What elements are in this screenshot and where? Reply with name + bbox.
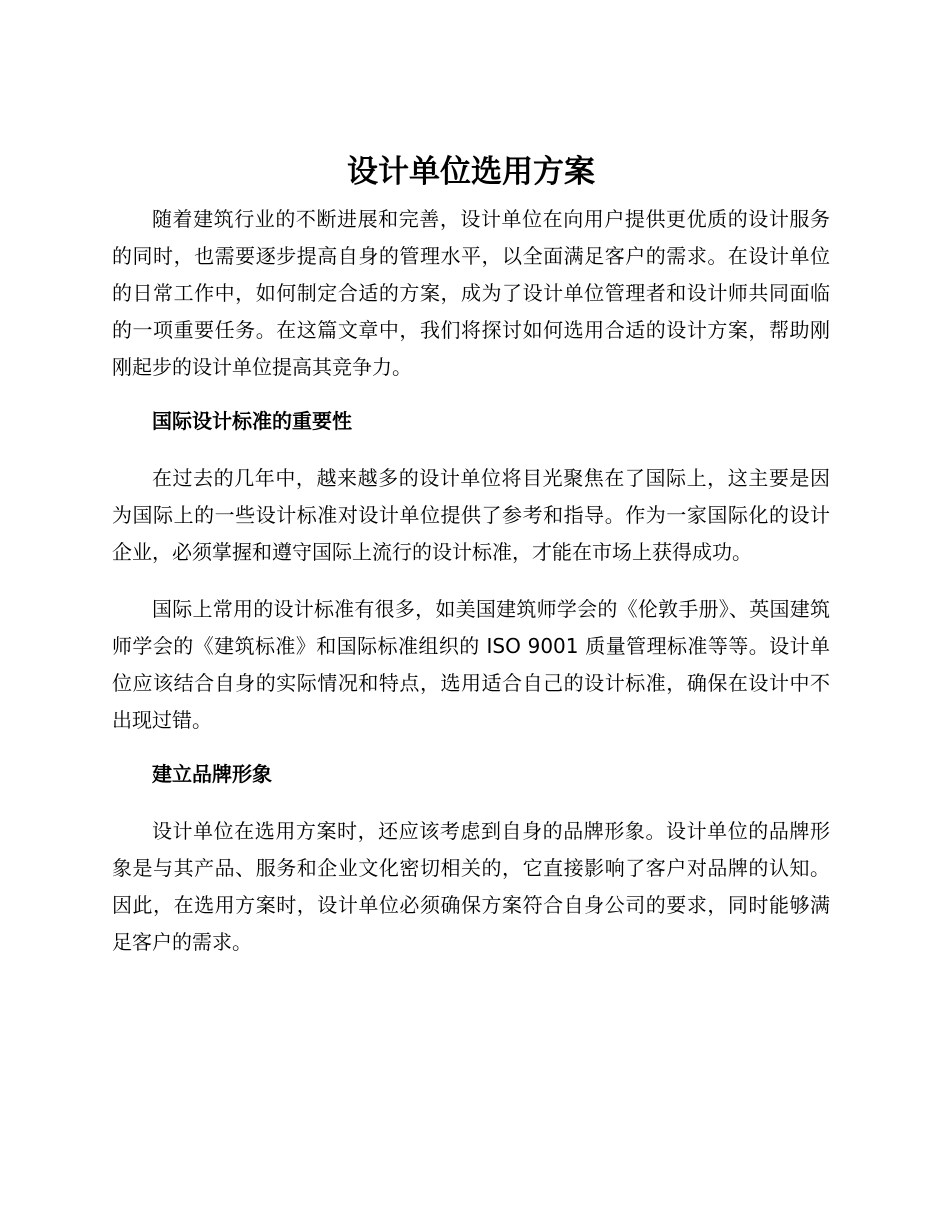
section-heading-international-standards: 国际设计标准的重要性 bbox=[152, 409, 352, 433]
section-1-paragraph-2: 国际上常用的设计标准有很多，如美国建筑师学会的《伦敦手册》、英国建筑师学会的《建筑标准》和国际标准组织的 ISO 9001 质量管理标准等等。设计单位应该结合自身的实际情况和特点，选用适合自己的设计标准，确保在设计中不出现过错。 bbox=[112, 597, 830, 732]
section-heading-brand-image: 建立品牌形象 bbox=[152, 762, 272, 786]
section-1-paragraph-1: 在过去的几年中，越来越多的设计单位将目光聚焦在了国际上，这主要是因为国际上的一些设计标准对设计单位提供了参考和指导。作为一家国际化的设计企业，必须掌握和遵守国际上流行的设计标准，才能在市场上获得成功。 bbox=[112, 466, 830, 564]
document-title: 设计单位选用方案 bbox=[347, 154, 595, 190]
intro-paragraph: 随着建筑行业的不断进展和完善，设计单位在向用户提供更优质的设计服务的同时，也需要逐步提高自身的管理水平，以全面满足客户的需求。在设计单位的日常工作中，如何制定合适的方案，成为了设计单位管理者和设计师共同面临的一项重要任务。在这篇文章中，我们将探讨如何选用合适的设计方案，帮助刚刚起步的设计单位提高其竞争力。 bbox=[112, 207, 830, 379]
document-page bbox=[112, 150, 830, 961]
section-2-paragraph-1: 设计单位在选用方案时，还应该考虑到自身的品牌形象。设计单位的品牌形象是与其产品、服务和企业文化密切相关的，它直接影响了客户对品牌的认知。因此，在选用方案时，设计单位必须确保方案符合自身公司的要求，同时能够满足客户的需求。 bbox=[112, 819, 830, 954]
